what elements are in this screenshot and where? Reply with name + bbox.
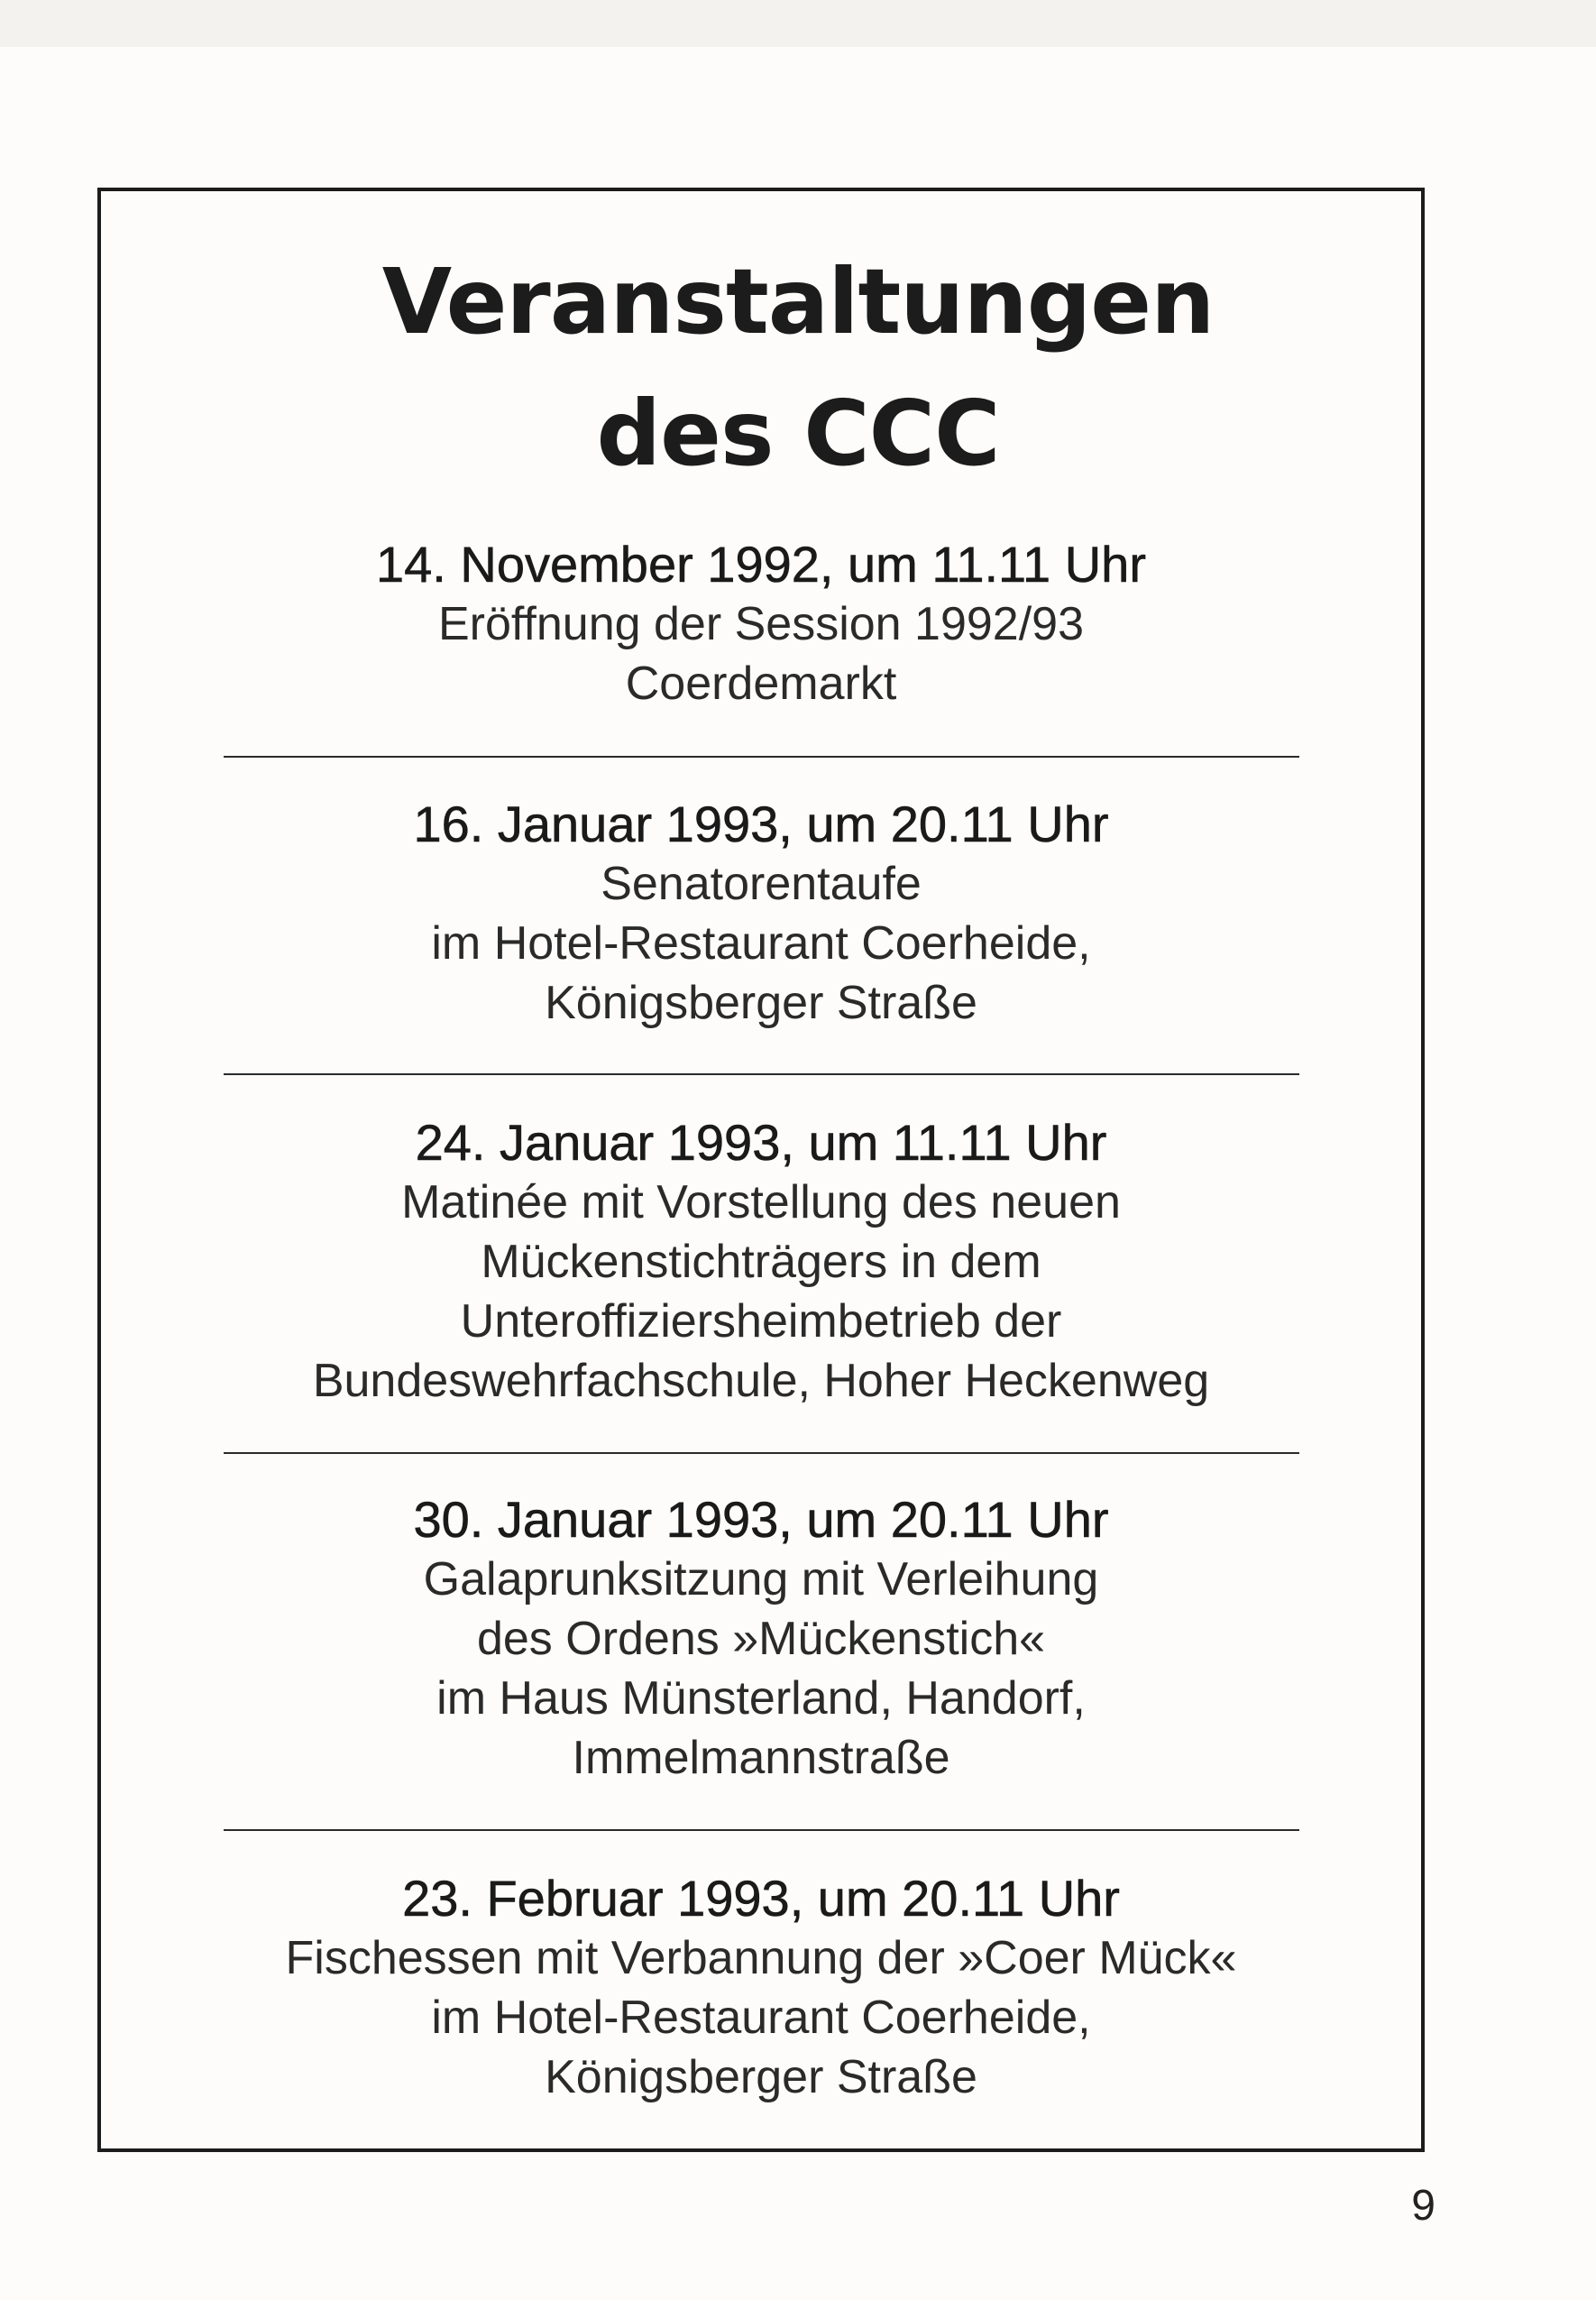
event-line: Königsberger Straße: [545, 2051, 977, 2103]
event-line: im Hotel-Restaurant Coerheide,: [431, 917, 1091, 970]
event-divider: [224, 756, 1299, 758]
event-line: Königsberger Straße: [545, 977, 977, 1029]
page-number: 9: [1411, 2182, 1435, 2230]
event-entry-5: [97, 1869, 1425, 2107]
event-line: Galaprunksitzung mit Verleihung: [423, 1553, 1099, 1605]
event-divider: [224, 1829, 1299, 1831]
event-line: des Ordens »Mückenstich«: [476, 1613, 1046, 1665]
event-entry-1: [97, 535, 1425, 713]
event-line: Bundeswehrfachschule, Hoher Heckenweg: [312, 1355, 1210, 1407]
title-line-2: des CCC: [596, 381, 1000, 486]
event-line: im Haus Münsterland, Handorf,: [436, 1672, 1086, 1725]
title-line-1: Veranstaltungen: [381, 249, 1215, 354]
event-entry-4: [97, 1490, 1425, 1788]
event-line: Mückenstichträgers in dem: [481, 1236, 1041, 1288]
scan-top-shade: [0, 0, 1596, 47]
page-title: [0, 236, 1596, 500]
event-divider: [224, 1452, 1299, 1454]
event-entry-2: [97, 795, 1425, 1033]
event-line: Matinée mit Vorstellung des neuen: [401, 1176, 1121, 1228]
event-line: im Hotel-Restaurant Coerheide,: [431, 1992, 1091, 2044]
event-date: 24. Januar 1993, um 11.11 Uhr: [415, 1114, 1107, 1171]
event-line: Immelmannstraße: [572, 1732, 950, 1784]
event-line: Fischessen mit Verbannung der »Coer Mück«: [285, 1932, 1237, 1984]
event-date: 23. Februar 1993, um 20.11 Uhr: [402, 1870, 1120, 1927]
event-entry-3: [97, 1113, 1425, 1411]
event-date: 16. Januar 1993, um 20.11 Uhr: [413, 796, 1109, 852]
event-date: 30. Januar 1993, um 20.11 Uhr: [413, 1491, 1109, 1548]
event-line: Unteroffiziersheimbetrieb der: [460, 1295, 1062, 1348]
event-divider: [224, 1073, 1299, 1075]
event-line: Senatorentaufe: [601, 858, 922, 910]
event-line: Coerdemarkt: [625, 658, 897, 710]
event-date: 14. November 1992, um 11.11 Uhr: [376, 536, 1146, 593]
event-line: Eröffnung der Session 1992/93: [437, 598, 1084, 650]
